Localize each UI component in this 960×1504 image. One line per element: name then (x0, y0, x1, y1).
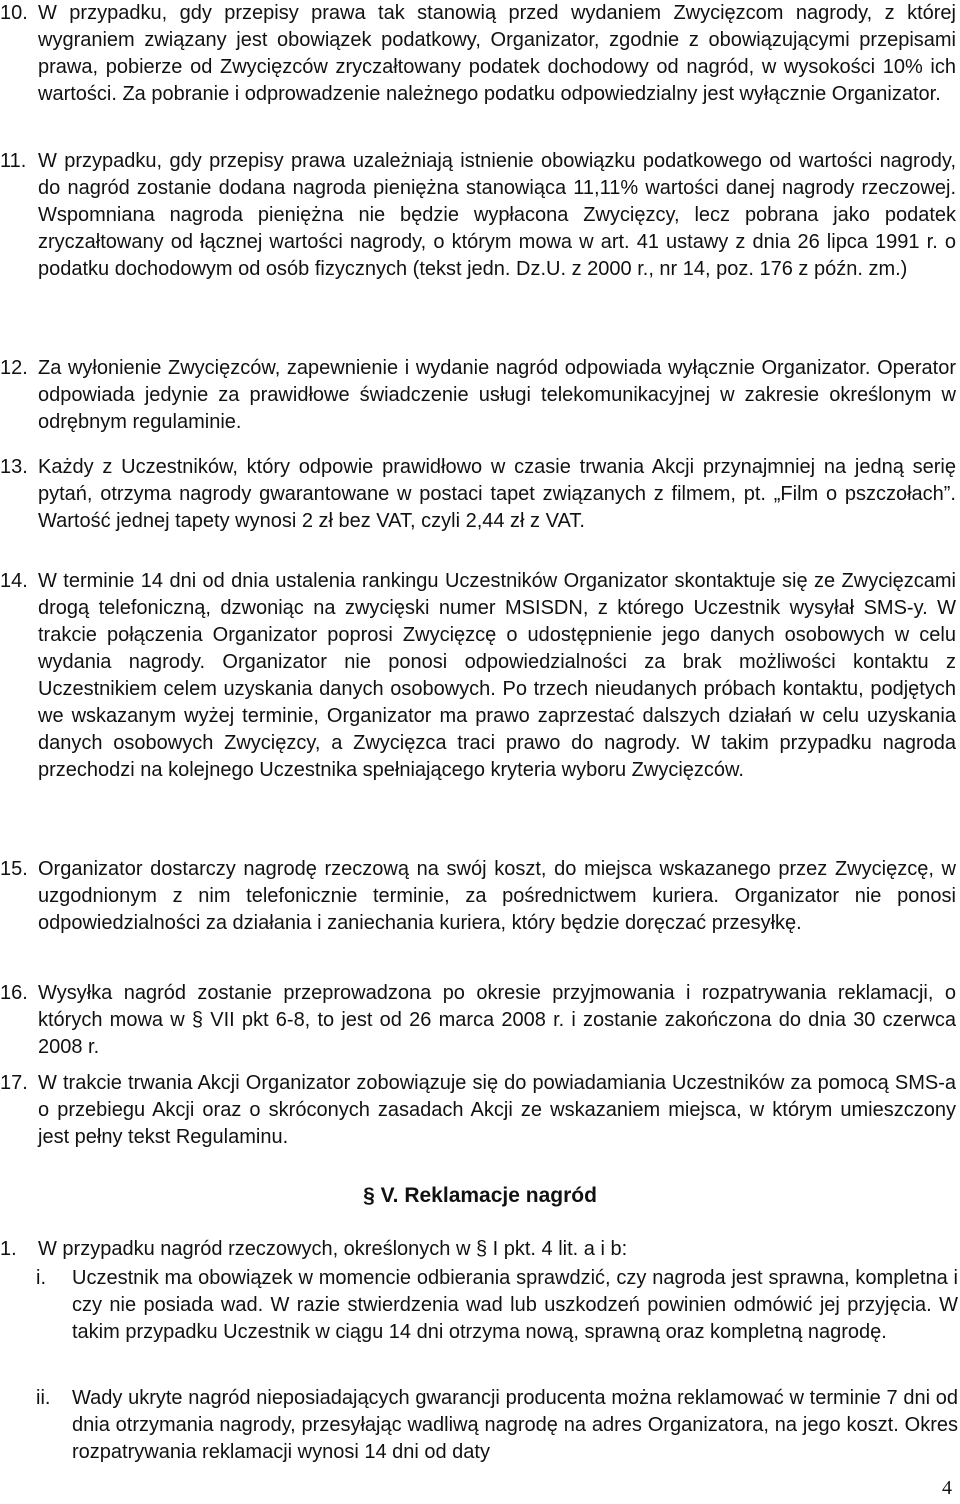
list-item-14 (0, 568, 960, 784)
sub-item-text: Uczestnik ma obowiązek w momencie odbierania sprawdzić, czy nagroda jest sprawna, kompletna i czy nie posiada wad. W razie stwierdzenia wad lub uszkodzeń powinien odmówić jej przyjęcia. W takim przypadku Uczestnik w ciągu 14 dni otrzyma nową, sprawną oraz kompletną nagrodę. (72, 1267, 958, 1343)
sub-item-number: i. (36, 1267, 46, 1289)
list-item-17 (0, 1070, 960, 1151)
sub-item-number: ii. (36, 1387, 51, 1409)
item-text: W trakcie trwania Akcji Organizator zobowiązuje się do powiadamiania Uczestników za pomocą SMS-a o przebiegu Akcji oraz o skróconych zasadach Akcji ze wskazaniem miejsca, w którym umieszczony jest pełny tekst Regulaminu. (38, 1072, 956, 1148)
list-item-16 (0, 980, 960, 1061)
list-item-12 (0, 355, 960, 436)
list-item-13 (0, 454, 960, 535)
sub-item-i (0, 1265, 960, 1346)
item-number: 16. (0, 982, 28, 1004)
page-number: 4 (942, 1477, 952, 1499)
item-number: 12. (0, 357, 28, 379)
item-number: 15. (0, 858, 28, 880)
item-text: Organizator dostarczy nagrodę rzeczową na swój koszt, do miejsca wskazanego przez Zwycięzcę, w uzgodnionym z nim telefonicznie terminie, za pośrednictwem kuriera. Organizator nie ponosi odpowiedzialności za działania i zaniechania kuriera, który będzie doręczać przesyłkę. (38, 858, 956, 934)
item-number: 1. (0, 1238, 17, 1260)
list-item-11 (0, 148, 960, 283)
item-text: W terminie 14 dni od dnia ustalenia rankingu Uczestników Organizator skontaktuje się ze Zwycięzcami drogą telefoniczną, dzwoniąc na zwycięski numer MSISDN, z którego Uczestnik wysyłał SMS-y. W trakcie połączenia Organizator poprosi Zwycięzcę o udostępnienie jego danych osobowych w celu wydania nagrody. Organizator nie ponosi odpowiedzialności za brak możliwości kontaktu z Uczestnikiem celem uzyskania danych osobowych. Po trzech nieudanych próbach kontaktu, podjętych we wskazanym wyżej terminie, Organizator ma prawo zaprzestać dalszych działań w celu uzyskania danych osobowych Zwycięzcy, a Zwycięzca traci prawo do nagrody. W takim przypadku nagroda przechodzi na kolejnego Uczestnika spełniającego kryteria wyboru Zwycięzców. (38, 570, 956, 781)
item-text: W przypadku, gdy przepisy prawa uzależniają istnienie obowiązku podatkowego od wartości nagrody, do nagród zostanie dodana nagroda pieniężna stanowiąca 11,11% wartości danej nagrody rzeczowej. Wspomniana nagroda pieniężna nie będzie wypłacona Zwycięzcy, lecz pobrana jako podatek zryczałtowany od łącznej wartości nagrody, o którym mowa w art. 41 ustawy z dnia 26 lipca 1991 r. o podatku dochodowym od osób fizycznych (tekst jedn. Dz.U. z 2000 r., nr 14, poz. 176 z późn. zm.) (38, 150, 956, 280)
item-number: 17. (0, 1072, 28, 1094)
list-item-15 (0, 856, 960, 937)
sub-item-text: Wady ukryte nagród nieposiadających gwarancji producenta można reklamować w terminie 7 dni od dnia otrzymania nagrody, przesyłając wadliwą nagrodę na adres Organizatora, na jego koszt. Okres rozpatrywania reklamacji wynosi 14 dni od daty (72, 1387, 958, 1463)
list-item-10 (0, 0, 960, 108)
item-text: Za wyłonienie Zwycięzców, zapewnienie i wydanie nagród odpowiada wyłącznie Organizator. Operator odpowiada jedynie za prawidłowe świadczenie usługi telekomunikacyjnej w zakresie określonym w odrębnym regulaminie. (38, 357, 956, 433)
item-text: Wysyłka nagród zostanie przeprowadzona po okresie przyjmowania i rozpatrywania reklamacji, o których mowa w § VII pkt 6-8, to jest od 26 marca 2008 r. i zostanie zakończona do dnia 30 czerwca 2008 r. (38, 982, 956, 1058)
item-text: Każdy z Uczestników, który odpowie prawidłowo w czasie trwania Akcji przynajmniej na jedną serię pytań, otrzyma nagrody gwarantowane w postaci tapet związanych z filmem, pt. „Film o pszczołach”. Wartość jednej tapety wynosi 2 zł bez VAT, czyli 2,44 zł z VAT. (38, 456, 956, 532)
item-number: 11. (0, 150, 27, 172)
section-heading: § V. Reklamacje nagród (363, 1184, 597, 1207)
item-text: W przypadku nagród rzeczowych, określonych w § I pkt. 4 lit. a i b: (38, 1238, 628, 1260)
section-list-item-1 (0, 1236, 960, 1263)
item-number: 13. (0, 456, 28, 478)
item-number: 10. (0, 2, 28, 24)
item-text: W przypadku, gdy przepisy prawa tak stanowią przed wydaniem Zwycięzcom nagrody, z której wygraniem związany jest obowiązek podatkowy, Organizator, zgodnie z obowiązującymi przepisami prawa, pobierze od Zwycięzców zryczałtowany podatek dochodowy od nagród, w wysokości 10% ich wartości. Za pobranie i odprowadzenie należnego podatku odpowiedzialny jest wyłącznie Organizator. (38, 2, 956, 105)
item-number: 14. (0, 570, 28, 592)
sub-item-ii (0, 1385, 960, 1466)
